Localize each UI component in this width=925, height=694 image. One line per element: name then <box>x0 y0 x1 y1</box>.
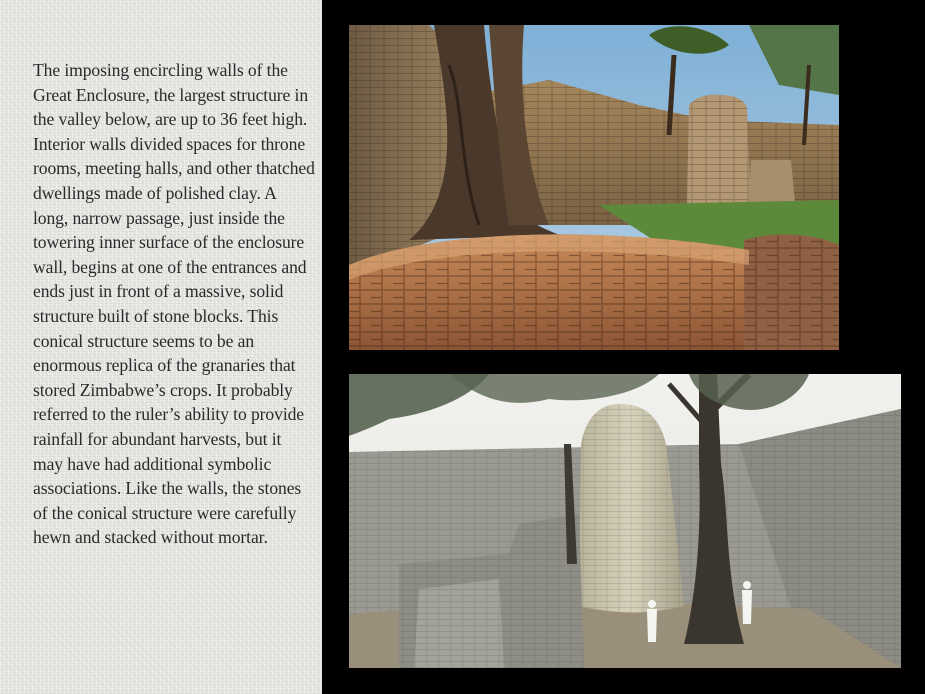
photo-great-enclosure-walls <box>349 25 839 350</box>
photo-great-enclosure-walls-illustration <box>349 25 839 350</box>
body-text: The imposing encircling walls of the Great Enclosure, the largest structure in the valley below, are up to 36 feet high. Interior walls divided spaces for throne rooms, meeting halls, and other thatched dwellings made of polished clay. A long, narrow passage, just inside the towering inner surface of the enclosure wall, begins at one of the entrances and ends just in front of a massive, solid structure built of stone blocks. This conical structure seems to be an enormous replica of the granaries that stored Zimbabwe’s crops. It probably referred to the ruler’s ability to provide rainfall for abundant harvests, but it may have had additional symbolic associations. Like the walls, the stones of the conical structure were carefully hewn and stacked without mortar. <box>33 60 315 548</box>
text-panel <box>0 0 322 694</box>
photo-conical-tower-rendering-illustration <box>349 374 901 668</box>
photo-conical-tower-rendering <box>349 374 901 668</box>
